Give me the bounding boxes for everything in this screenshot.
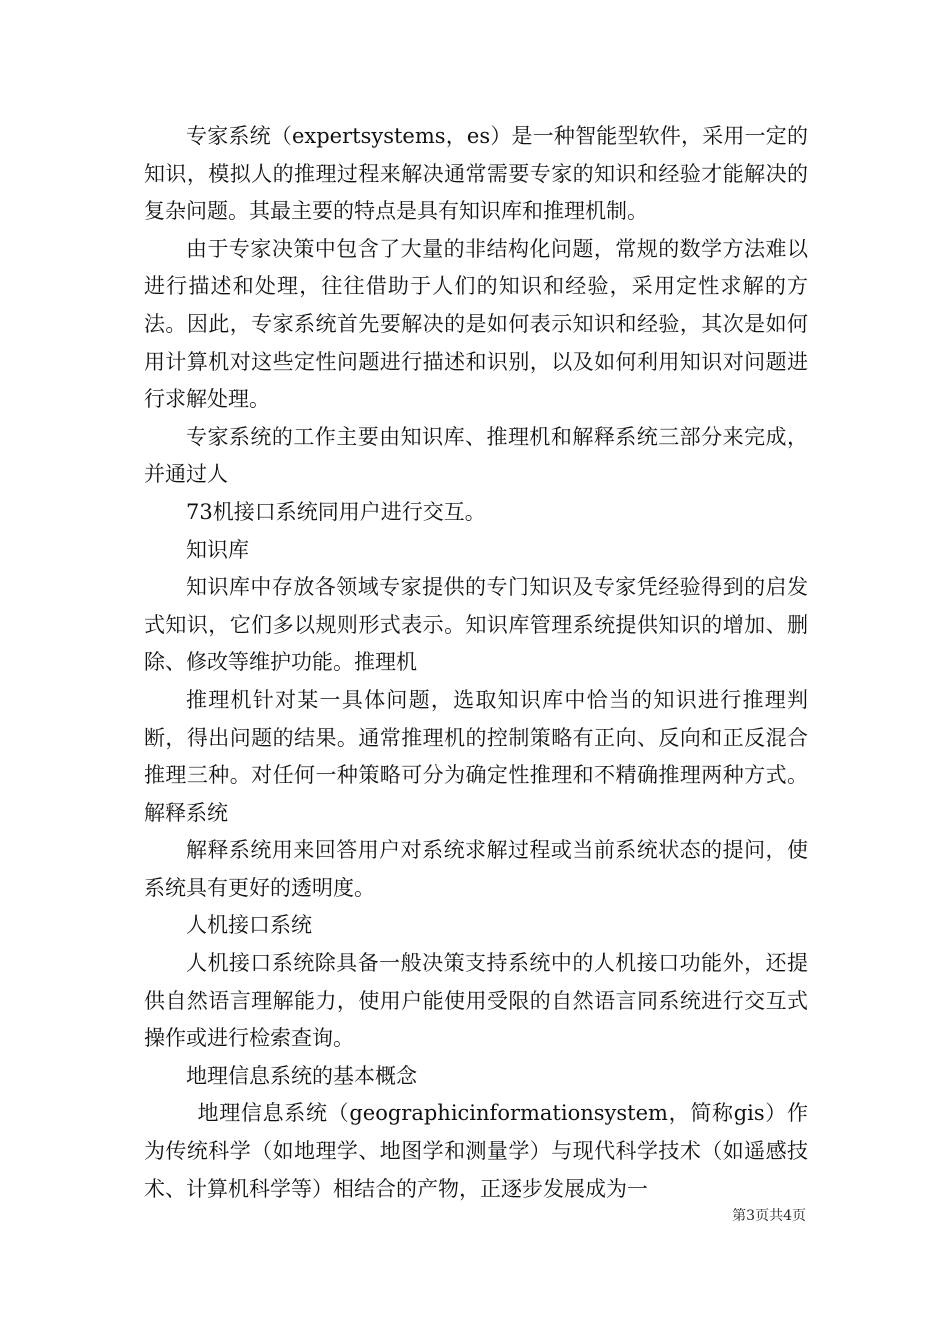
paragraph-gis-definition: 地理信息系统（geographicinformationsystem，简称gis）作为传统科学（如地理学、地图学和测量学）与现代科学技术（如遥感技术、计算机科学等）相结合的产物，正逐步发展成为一: [144, 1101, 808, 1201]
document-body: [144, 118, 808, 1208]
paragraph-interface-interaction: 73机接口系统同用户进行交互。: [186, 499, 486, 524]
heading-knowledge-base: 知识库: [186, 537, 249, 562]
paragraph-inference-engine: 推理机针对某一具体问题，选取知识库中恰当的知识进行推理判断，得出问题的结果。通常推理机的控制策略有正向、反向和正反混合推理三种。对任何一种策略可分为确定性推理和不精确推理两种方式。解释系统: [144, 687, 808, 825]
paragraph-human-machine-interface: 人机接口系统除具备一般决策支持系统中的人机接口功能外，还提供自然语言理解能力，使用户能使用受限的自然语言同系统进行交互式操作或进行检索查询。: [144, 951, 808, 1051]
paragraph-explanation-system: 解释系统用来回答用户对系统求解过程或当前系统状态的提问，使系统具有更好的透明度。: [144, 838, 808, 900]
paragraph-knowledge-base: 知识库中存放各领域专家提供的专门知识及专家凭经验得到的启发式知识，它们多以规则形式表示。知识库管理系统提供知识的增加、删除、修改等维护功能。推理机: [144, 575, 808, 675]
paragraph-system-components: 专家系统的工作主要由知识库、推理机和解释系统三部分来完成，并通过人: [144, 424, 808, 487]
paragraph-expert-system-definition: 专家系统（expertsystems，es）是一种智能型软件，采用一定的知识，模拟人的推理过程来解决通常需要专家的知识和经验才能解决的复杂问题。其最主要的特点是具有知识库和推理机制。: [144, 124, 808, 224]
paragraph-expert-decision: 由于专家决策中包含了大量的非结构化问题，常规的数学方法难以进行描述和处理，往往借助于人们的知识和经验，采用定性求解的方法。因此，专家系统首先要解决的是如何表示知识和经验，其次是如何用计算机对这些定性问题进行描述和识别，以及如何利用知识对问题进行求解处理。: [144, 236, 808, 412]
page-number: 第3页共4页: [732, 1208, 806, 1224]
heading-human-machine-interface: 人机接口系统: [186, 913, 312, 938]
heading-gis-concepts: 地理信息系统的基本概念: [186, 1063, 417, 1088]
